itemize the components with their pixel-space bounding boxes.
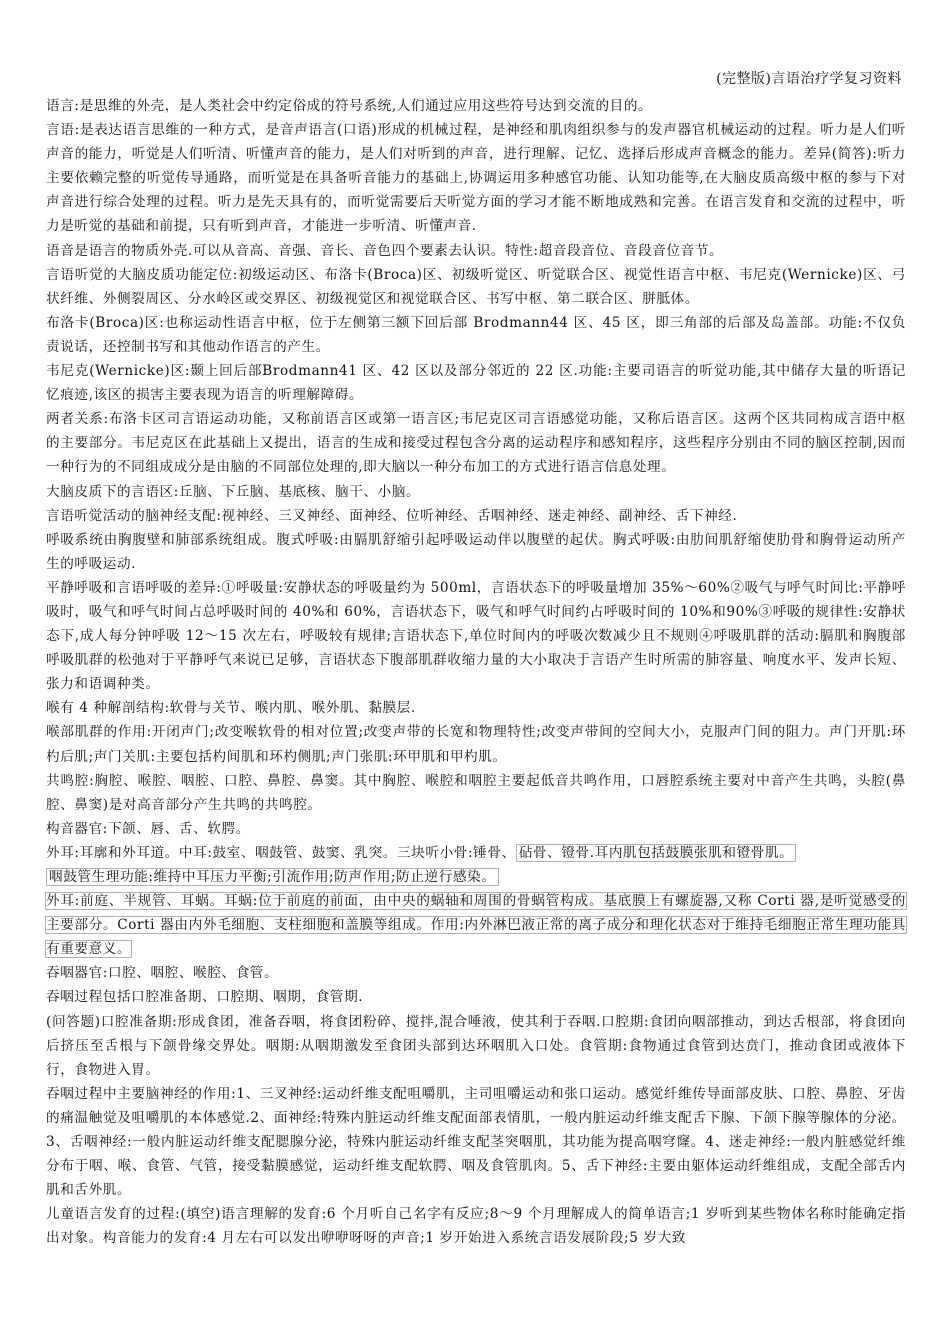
paragraph-breathing-difference: 平静呼吸和言语呼吸的差异:①呼吸量:安静状态的呼吸量约为 500ml，言语状态下的呼吸量增加 35%～60%②吸气与呼气时间比:平静呼吸时，吸气和呼气时间占总呼吸时间的 40%和 60%，言语状态下，吸气和呼气时间约占呼吸时间的 10%和90%③呼吸的规律性:安静状态下,成人每分钟呼吸 12～15 次左右，呼吸较有规律;言语状态下,单位时间内的呼吸次数减少且不规则④呼吸肌群的活动:膈肌和胸腹部呼吸肌群的松弛对于平静呼气来说已足够，言语状态下腹部肌群收缩力量的大小取决于言语产生时所需的肺容量、响度水平、发声长短、张力和语调种类。 bbox=[46, 579, 906, 693]
paragraph-broca: 布洛卡(Broca)区:也称运动性语言中枢，位于左侧第三额下回后部 Brodmann44 区、45 区，即三角部的后部及岛盖部。功能:不仅负责说话，还控制书写和其他动作语言的产生。 bbox=[46, 314, 906, 355]
paragraph-subcortical: 大脑皮质下的言语区:丘脑、下丘脑、基底核、脑干、小脑。 bbox=[46, 483, 421, 500]
paragraph-swallow-organs: 吞咽器官:口腔、咽腔、喉腔、食管。 bbox=[46, 965, 279, 982]
paragraph-larynx-muscles: 喉部肌群的作用:开闭声门;改变喉软骨的相对位置;改变声带的长宽和物理特性;改变声带间的空间大小，克服声门间的阻力。声门开肌:环杓后肌;声门关肌:主要包括杓间肌和环杓侧肌;声门张肌:环甲肌和甲杓肌。 bbox=[46, 724, 906, 765]
page-header: (完整版)言语治疗学复习资料 bbox=[716, 71, 902, 87]
paragraph-language: 语言:是思维的外壳，是人类社会中约定俗成的符号系统,人们通过应用这些符号达到交流的目的。 bbox=[46, 98, 653, 114]
paragraph-speech-hearing: 言语:是表达语言思维的一种方式，是音声语言(口语)形成的机械过程，是神经和肌肉组织参与的发声器官机械运动的过程。听力是人们听声音的能力，听觉是人们听清、听懂声音的能力，是人们对听到的声音，进行理解、记忆、选择后形成声音概念的能力。差异(简答):听力主要依赖完整的听觉传导通路，而听觉是在具备听音能力的基础上,协调运用多种感官功能、认知功能等,在大脑皮质高级中枢的参与下对声音进行综合处理的过程。听力是先天具有的，而听觉需要后天听觉方面的学习才能不断地成熟和完善。在语言发育和交流的过程中，听力是听觉的基础和前提，只有听到声音，才能进一步听清、听懂声音. bbox=[46, 122, 906, 235]
paragraph-swallow-phases: 吞咽过程包括口腔准备期、口腔期、咽期，食管期. bbox=[46, 989, 364, 1006]
paragraph-swallow-nerves: 吞咽过程中主要脑神经的作用:1、三叉神经:运动纤维支配咀嚼肌，主司咀嚼运动和张口运动。感觉纤维传导面部皮肤、口腔、鼻腔、牙齿的痛温触觉及咀嚼肌的本体感觉.2、面神经:特殊内脏运动纤维支配面部表情肌，一般内脏运动纤维支配舌下腺、下颌下腺等腺体的分泌。3、舌咽神经:一般内脏运动纤维支配腮腺分泌，特殊内脏运动纤维支配茎突咽肌，其功能为提高咽穹窿。4、迷走神经:一般内脏感觉纤维分布于咽、喉、食管、气管，接受黏膜感觉，运动纤维支配软腭、咽及食管肌肉。5、舌下神经:主要由躯体运动纤维组成，支配全部舌内肌和舌外肌。 bbox=[46, 1085, 906, 1199]
paragraph-relationship: 两者关系:布洛卡区司言语运动功能，又称前语言区或第一语言区;韦尼克区司言语感觉功能，又称后语言区。这两个区共同构成言语中枢的主要部分。韦尼克区在此基础上又提出，语言的生成和接受过程包含分离的运动程序和感知程序，这些程序分别由不同的脑区控制,因而一种行为的不同组成成分是由脑的不同部位处理的,即大脑以一种分布加工的方式进行语言信息处理。 bbox=[46, 411, 906, 476]
paragraph-swallow-qa: (问答题)口腔准备期:形成食团，准备吞咽，将食团粉碎、搅拌,混合唾液，使其利于吞咽.口腔期:食团向咽部推动，到达舌根部，将食团向后挤压至舌根与下颌骨缘交界处。咽期:从咽期激发至食团头部到达环咽肌入口处。食管期:食物通过食管到达贲门，推动食团或液体下行，食物进入胃。 bbox=[46, 1013, 906, 1078]
paragraph-larynx-structure: 喉有 4 种解剖结构:软骨与关节、喉内肌、喉外肌、黏膜层. bbox=[46, 700, 416, 717]
paragraph-articulators: 构音器官:下颌、唇、舌、软腭。 bbox=[46, 820, 250, 837]
paragraph-wernicke: 韦尼克(Wernicke)区:颞上回后部Brodmann41 区、42 区以及部分邻近的 22 区.功能:主要司语言的听觉功能,其中储存大量的听语记忆痕迹,该区的损害主要表现为语言的听理解障碍。 bbox=[46, 363, 906, 404]
document-body bbox=[46, 94, 906, 1251]
paragraph-resonance: 共鸣腔:胸腔、喉腔、咽腔、口腔、鼻腔、鼻窦。其中胸腔、喉腔和咽腔主要起低音共鸣作用，口唇腔系统主要对中音产生共鸣，头腔(鼻腔、鼻窦)是对高音部分产生共鸣的共鸣腔。 bbox=[46, 772, 906, 813]
paragraph-cortex-areas: 言语听觉的大脑皮质功能定位:初级运动区、布洛卡(Broca)区、初级听觉区、听觉联合区、视觉性语言中枢、韦尼克(Wernicke)区、弓状纤维、外侧裂周区、分水岭区或交界区、初级视觉区和视觉联合区、书写中枢、第二联合区、胼胝体。 bbox=[46, 266, 906, 307]
paragraph-eustachian bbox=[46, 865, 906, 889]
paragraph-ear bbox=[46, 841, 906, 865]
paragraph-cranial-nerves: 言语听觉活动的脑神经支配:视神经、三叉神经、面神经、位听神经、舌咽神经、迷走神经、副神经、舌下神经. bbox=[46, 507, 738, 524]
paragraph-respiration: 呼吸系统由胸腹壁和肺部系统组成。腹式呼吸:由膈肌舒缩引起呼吸运动伴以腹壁的起伏。胸式呼吸:由肋间肌舒缩使肋骨和胸骨运动所产生的呼吸运动. bbox=[46, 531, 906, 572]
paragraph-phonetics: 语音是语言的物质外壳.可以从音高、音强、音长、音色四个要素去认识。特性:超音段音位、音段音位音节。 bbox=[46, 242, 724, 259]
paragraph-child-language: 儿童语言发育的过程:(填空)语言理解的发育:6 个月听自己名字有反应;8～9 个月理解成人的简单语言;1 岁听到某些物体名称时能确定指出对象。构音能力的发育:4 月左右可以发出咿咿呀呀的声音;1 岁开始进入系统言语发展阶段;5 岁大致 bbox=[46, 1206, 906, 1247]
inner-ear-text-boxed: 外耳:前庭、半规管、耳蜗。耳蜗:位于前庭的前面，由中央的蜗轴和周围的骨蜗管构成。基底膜上有螺旋器,又称 Corti 器,是听觉感受的主要部分。Corti 器由内外毛细胞、支柱细胞和盖膜等组成。作用:内外淋巴液正常的离子成分和理化状态对于维持毛细胞正常生理功能具有重要意义。 bbox=[46, 893, 906, 958]
ear-text-boxed: 砧骨、镫骨.耳内肌包括鼓膜张肌和镫骨肌。 bbox=[516, 844, 797, 862]
ear-text-lead: 外耳:耳廓和外耳道。中耳:鼓室、咽鼓管、鼓窦、乳突。三块听小骨:锤骨、 bbox=[46, 844, 516, 861]
paragraph-inner-ear bbox=[46, 889, 906, 961]
eustachian-text-boxed: 咽鼓管生理功能:维持中耳压力平衡;引流作用;防声作用;防止逆行感染。 bbox=[46, 868, 499, 886]
